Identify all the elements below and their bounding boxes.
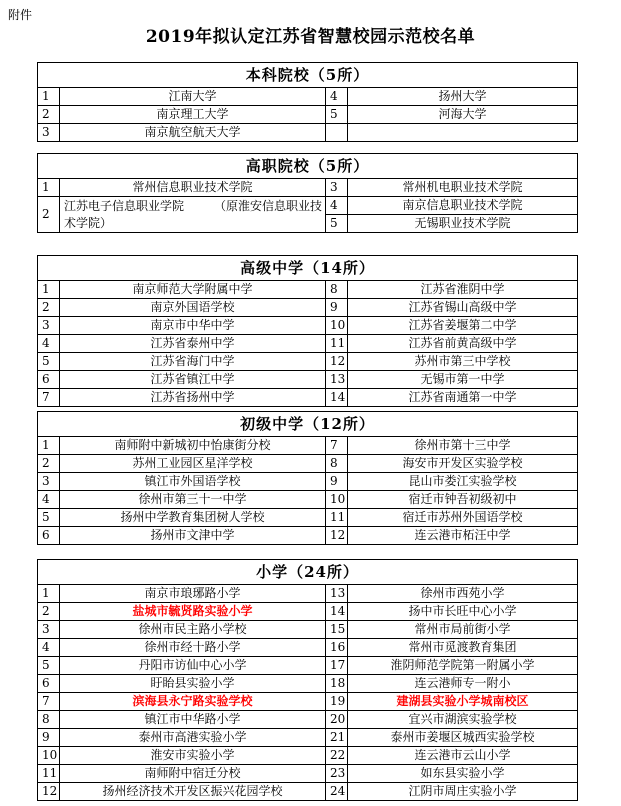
page-title: 2019年拟认定江苏省智慧校园示范校名单: [145, 27, 476, 47]
school-name: 江苏省南通第一中学: [348, 389, 578, 407]
table-row: [38, 675, 578, 693]
row-number: 1: [38, 585, 60, 603]
school-name: 扬州经济技术开发区振兴花园学校: [60, 783, 326, 801]
row-number: 5: [326, 215, 348, 233]
row-number: 17: [326, 657, 348, 675]
row-number: 4: [38, 335, 60, 353]
school-name: 江苏省锡山高级中学: [348, 299, 578, 317]
school-name: 海安市开发区实验学校: [348, 455, 578, 473]
row-number: 4: [326, 88, 348, 106]
row-number: 23: [326, 765, 348, 783]
school-name: 宜兴市湖滨实验学校: [348, 711, 578, 729]
school-name: 无锡市第一中学: [348, 371, 578, 389]
row-number: 3: [326, 179, 348, 197]
row-number: 6: [38, 675, 60, 693]
school-name: 丹阳市访仙中心小学: [60, 657, 326, 675]
school-name: 淮安市实验小学: [60, 747, 326, 765]
row-number: 8: [326, 455, 348, 473]
table-row: [38, 473, 578, 491]
school-name: 连云港市云山小学: [348, 747, 578, 765]
table-row: [38, 317, 578, 335]
school-name: 江阴市周庄实验小学: [348, 783, 578, 801]
school-name: 扬州大学: [348, 88, 578, 106]
row-number: 22: [326, 747, 348, 765]
table-row: [38, 527, 578, 545]
school-name: 淮阴师范学院第一附属小学: [348, 657, 578, 675]
row-number: 4: [38, 639, 60, 657]
row-number: 4: [38, 491, 60, 509]
row-number: 11: [326, 335, 348, 353]
school-name: 盱眙县实验小学: [60, 675, 326, 693]
row-number: 3: [38, 621, 60, 639]
table-row: [38, 783, 578, 801]
empty-cell: [326, 124, 348, 142]
table-row: [38, 657, 578, 675]
table-row: [38, 639, 578, 657]
school-name: 江苏电子信息职业学院 （原淮安信息职业技术学院）: [60, 197, 326, 233]
school-name: 宿迁市钟吾初级初中: [348, 491, 578, 509]
row-number: 5: [38, 657, 60, 675]
table-row: [38, 197, 578, 215]
section-header-row: [38, 154, 578, 179]
school-name: 江苏省前黄高级中学: [348, 335, 578, 353]
section-table: [37, 559, 578, 801]
row-number: 8: [326, 281, 348, 299]
attachment-label: 附件: [8, 8, 33, 22]
row-number: 2: [38, 299, 60, 317]
row-number: 3: [38, 473, 60, 491]
school-name: 江苏省镇江中学: [60, 371, 326, 389]
row-number: 1: [38, 281, 60, 299]
row-number: 13: [326, 371, 348, 389]
table-row: [38, 509, 578, 527]
row-number: 1: [38, 88, 60, 106]
school-name: 南师附中新城初中怡康街分校: [60, 437, 326, 455]
row-number: 21: [326, 729, 348, 747]
table-row: [38, 603, 578, 621]
school-name: 连云港师专一附小: [348, 675, 578, 693]
row-number: 13: [326, 585, 348, 603]
row-number: 5: [38, 509, 60, 527]
school-name: 无锡职业技术学院: [348, 215, 578, 233]
school-name: 南京师范大学附属中学: [60, 281, 326, 299]
school-name: 宿迁市苏州外国语学校: [348, 509, 578, 527]
school-name: 江苏省海门中学: [60, 353, 326, 371]
table-row: [38, 281, 578, 299]
table-row: [38, 124, 578, 142]
school-name: 南京市琅琊路小学: [60, 585, 326, 603]
school-name: 常州市觅渡教育集团: [348, 639, 578, 657]
school-name: 徐州市第十三中学: [348, 437, 578, 455]
school-name: 江苏省姜堰第二中学: [348, 317, 578, 335]
table-row: [38, 179, 578, 197]
school-name: 常州市局前街小学: [348, 621, 578, 639]
row-number: 5: [38, 353, 60, 371]
section-header: 高级中学（14所）: [38, 256, 578, 281]
school-name: 南京信息职业技术学院: [348, 197, 578, 215]
school-name: 苏州工业园区星洋学校: [60, 455, 326, 473]
section-header: 小学（24所）: [38, 560, 578, 585]
section-table: [37, 153, 578, 233]
table-row: [38, 711, 578, 729]
row-number: 7: [38, 389, 60, 407]
school-name: 盐城市毓贤路实验小学: [60, 603, 326, 621]
row-number: 14: [326, 603, 348, 621]
table-row: [38, 693, 578, 711]
table-row: [38, 88, 578, 106]
row-number: 12: [326, 527, 348, 545]
table-row: [38, 106, 578, 124]
school-name: 滨海县永宁路实验学校: [60, 693, 326, 711]
row-number: 9: [326, 473, 348, 491]
table-row: [38, 585, 578, 603]
table-row: [38, 455, 578, 473]
school-name: 徐州市第三十一中学: [60, 491, 326, 509]
row-number: 6: [38, 371, 60, 389]
table-row: [38, 491, 578, 509]
table-row: [38, 729, 578, 747]
school-name: 江苏省泰州中学: [60, 335, 326, 353]
school-name: 江苏省淮阴中学: [348, 281, 578, 299]
school-name: 徐州市经十路小学: [60, 639, 326, 657]
row-number: 3: [38, 317, 60, 335]
school-name: 镇江市中华路小学: [60, 711, 326, 729]
school-name: 苏州市第三中学校: [348, 353, 578, 371]
table-row: [38, 765, 578, 783]
school-name: 扬州中学教育集团树人学校: [60, 509, 326, 527]
school-name: 南京外国语学校: [60, 299, 326, 317]
row-number: 20: [326, 711, 348, 729]
table-row: [38, 299, 578, 317]
section-header: 高职院校（5所）: [38, 154, 578, 179]
table-row: [38, 353, 578, 371]
section-table: [37, 62, 578, 142]
row-number: 10: [326, 491, 348, 509]
row-number: 2: [38, 603, 60, 621]
row-number: 12: [326, 353, 348, 371]
school-name: 扬州市文津中学: [60, 527, 326, 545]
table-row: [38, 437, 578, 455]
school-name: 如东县实验小学: [348, 765, 578, 783]
row-number: 12: [38, 783, 60, 801]
row-number: 3: [38, 124, 60, 142]
row-number: 2: [38, 106, 60, 124]
row-number: 2: [38, 455, 60, 473]
school-name: 徐州市西苑小学: [348, 585, 578, 603]
row-number: 7: [38, 693, 60, 711]
row-number: 1: [38, 179, 60, 197]
school-name: 建湖县实验小学城南校区: [348, 693, 578, 711]
school-name: 徐州市民主路小学校: [60, 621, 326, 639]
row-number: 15: [326, 621, 348, 639]
section-header-row: [38, 256, 578, 281]
school-name: 常州信息职业技术学院: [60, 179, 326, 197]
table-row: [38, 621, 578, 639]
school-name: 泰州市姜堰区城西实验学校: [348, 729, 578, 747]
row-number: 4: [326, 197, 348, 215]
row-number: 18: [326, 675, 348, 693]
school-name: 连云港市柘汪中学: [348, 527, 578, 545]
row-number: 6: [38, 527, 60, 545]
row-number: 2: [38, 197, 60, 233]
section-header-row: [38, 560, 578, 585]
section-header-row: [38, 63, 578, 88]
row-number: 19: [326, 693, 348, 711]
table-row: [38, 389, 578, 407]
school-name: 江苏省扬州中学: [60, 389, 326, 407]
section-header: 本科院校（5所）: [38, 63, 578, 88]
row-number: 14: [326, 389, 348, 407]
row-number: 11: [326, 509, 348, 527]
row-number: 10: [326, 317, 348, 335]
school-name: 昆山市娄江实验学校: [348, 473, 578, 491]
school-name: 江南大学: [60, 88, 326, 106]
section-header-row: [38, 412, 578, 437]
row-number: 9: [38, 729, 60, 747]
section-header: 初级中学（12所）: [38, 412, 578, 437]
school-name: 南师附中宿迁分校: [60, 765, 326, 783]
row-number: 5: [326, 106, 348, 124]
row-number: 16: [326, 639, 348, 657]
section-table: [37, 411, 578, 545]
row-number: 1: [38, 437, 60, 455]
school-name: 南京航空航天大学: [60, 124, 326, 142]
table-row: [38, 335, 578, 353]
school-name: 南京理工大学: [60, 106, 326, 124]
school-name: 河海大学: [348, 106, 578, 124]
school-name: 南京市中华中学: [60, 317, 326, 335]
row-number: 24: [326, 783, 348, 801]
school-name: 镇江市外国语学校: [60, 473, 326, 491]
row-number: 11: [38, 765, 60, 783]
section-table: [37, 255, 578, 407]
row-number: 7: [326, 437, 348, 455]
school-name: 常州机电职业技术学院: [348, 179, 578, 197]
school-name: 扬中市长旺中心小学: [348, 603, 578, 621]
row-number: 9: [326, 299, 348, 317]
table-row: [38, 371, 578, 389]
table-row: [38, 747, 578, 765]
row-number: 10: [38, 747, 60, 765]
empty-cell: [348, 124, 578, 142]
school-name: 泰州市高港实验小学: [60, 729, 326, 747]
row-number: 8: [38, 711, 60, 729]
